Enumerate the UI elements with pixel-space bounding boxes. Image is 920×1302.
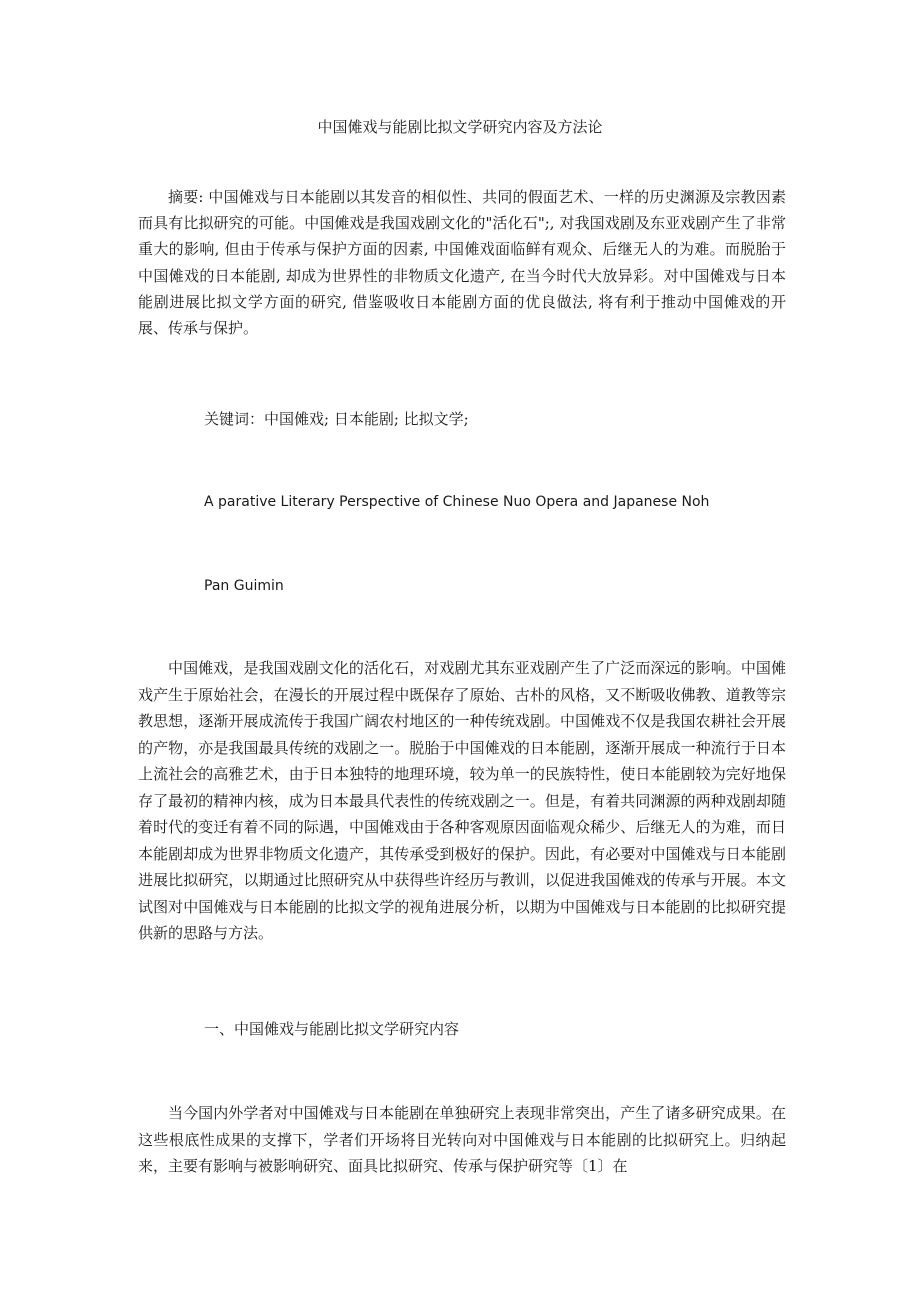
- keywords-line: 关键词：中国傩戏; 日本能剧; 比拟文学;: [204, 410, 469, 428]
- section-paragraph: 当今国内外学者对中国傩戏与日本能剧在单独研究上表现非常突出，产生了诸多研究成果。在这些根底性成果的支撑下，学者们开场将目光转向对中国傩戏与日本能剧的比拟研究上。归纳起来，主要有影响与被影响研究、面具比拟研究、传承与保护研究等〔1〕在: [138, 1104, 786, 1175]
- author-name: Pan Guimin: [204, 578, 284, 594]
- document-title: 中国傩戏与能剧比拟文学研究内容及方法论: [317, 118, 603, 136]
- abstract-paragraph: 摘要: 中国傩戏与日本能剧以其发音的相似性、共同的假面艺术、一样的历史渊源及宗教因素而具有比拟研究的可能。中国傩戏是我国戏剧文化的"活化石";, 对我国戏剧及东亚戏剧产生了非常重大的影响, 但由于传承与保护方面的因素, 中国傩戏面临鲜有观众、后继无人的为难。而脱胎于中国傩戏的日本能剧, 却成为世界性的非物质文化遗产, 在当今时代大放异彩。对中国傩戏与日本能剧进展比拟文学方面的研究, 借鉴吸收日本能剧方面的优良做法, 将有利于推动中国傩戏的开展、传承与保护。: [138, 188, 786, 338]
- intro-paragraph: 中国傩戏，是我国戏剧文化的活化石，对戏剧尤其东亚戏剧产生了广泛而深远的影响。中国傩戏产生于原始社会，在漫长的开展过程中既保存了原始、古朴的风格，又不断吸收佛教、道教等宗教思想，逐渐开展成流传于我国广阔农村地区的一种传统戏剧。中国傩戏不仅是我国农耕社会开展的产物，亦是我国最具传统的戏剧之一。脱胎于中国傩戏的日本能剧，逐渐开展成一种流行于日本上流社会的高雅艺术，由于日本独特的地理环境，较为单一的民族特性，使日本能剧较为完好地保存了最初的精神内核，成为日本最具代表性的传统戏剧之一。但是，有着共同渊源的两种戏剧却随着时代的变迁有着不同的际遇，中国傩戏由于各种客观原因面临观众稀少、后继无人的为难，而日本能剧却成为世界非物质文化遗产，其传承受到极好的保护。因此，有必要对中国傩戏与日本能剧进展比拟研究，以期通过比照研究从中获得些许经历与教训，以促进我国傩戏的传承与开展。本文试图对中国傩戏与日本能剧的比拟文学的视角进展分析，以期为中国傩戏与日本能剧的比拟研究提供新的思路与方法。: [138, 659, 786, 942]
- english-title: A parative Literary Perspective of Chinese Nuo Opera and Japanese Noh: [204, 494, 710, 510]
- section-heading: 一、中国傩戏与能剧比拟文学研究内容: [204, 1020, 460, 1038]
